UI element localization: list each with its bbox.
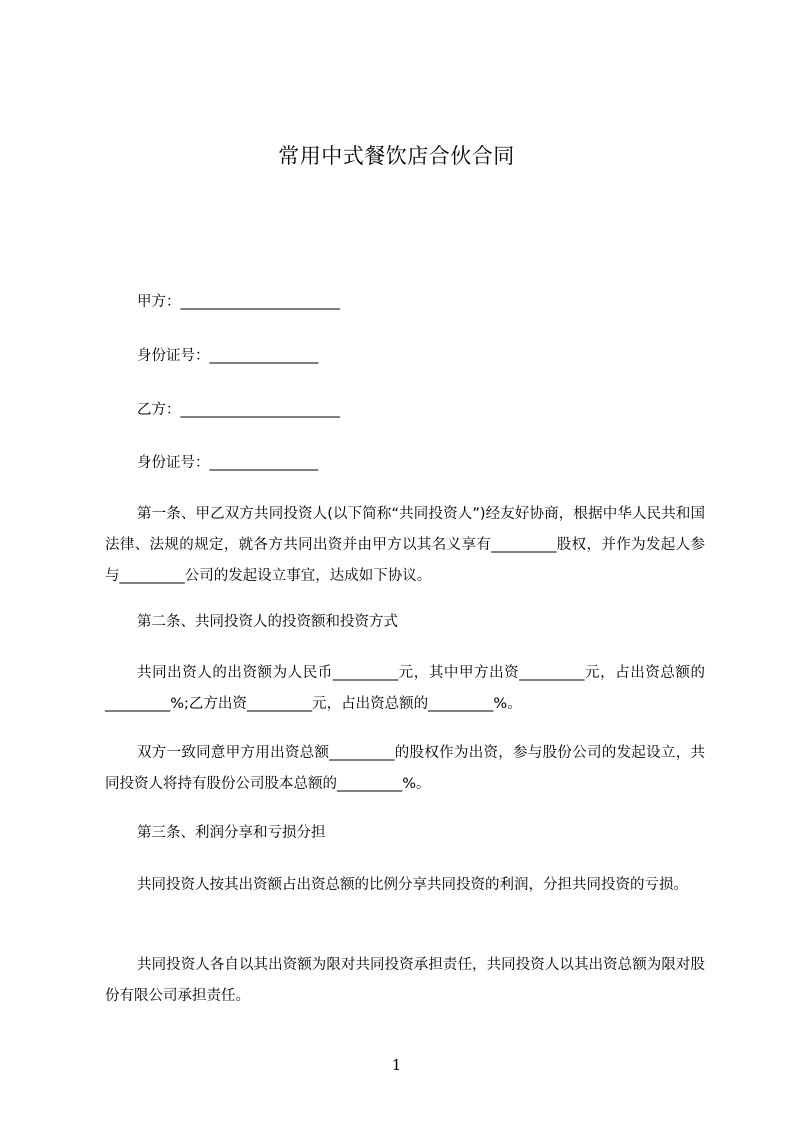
article-3-paragraph-2: 共同投资人各自以其出资额为限对共同投资承担责任，共同投资人以其出资总额为限对股份有限公司承担责任。	[105, 957, 705, 1004]
party-b-id-field: 身份证号：_______________	[137, 455, 319, 471]
article-2-paragraph-1: 共同出资人的出资额为人民币_________元，其中甲方出资_________元，占出资总额的_________%;乙方出资_________元，占出资总额的_________%。	[105, 665, 705, 712]
document-title: 常用中式餐饮店合伙合同	[278, 144, 515, 168]
party-b-field: 乙方：______________________	[137, 402, 340, 418]
article-3-paragraph-1: 共同投资人按其出资额占出资总额的比例分享共同投资的利润，分担共同投资的亏损。	[137, 877, 688, 893]
page-number: 1	[391, 1056, 402, 1074]
party-a-field: 甲方：______________________	[137, 294, 340, 310]
party-a-id-field: 身份证号：_______________	[137, 348, 319, 364]
article-1-paragraph: 第一条、甲乙双方共同投资人(以下简称“共同投资人”)经友好协商，根据中华人民共和国法律、法规的规定，就各方共同出资并由甲方以其名义享有_________股权，并作为发起人参与_________公司的发起设立事宜，达成如下协议。	[105, 506, 705, 584]
article-2-paragraph-2: 双方一致同意甲方用出资总额_________的股权作为出资，参与股份公司的发起设立，共同投资人将持有股份公司股本总额的_________%。	[105, 745, 705, 792]
article-3-heading: 第三条、利润分享和亏损分担	[137, 825, 326, 841]
article-2-heading: 第二条、共同投资人的投资额和投资方式	[137, 614, 398, 630]
